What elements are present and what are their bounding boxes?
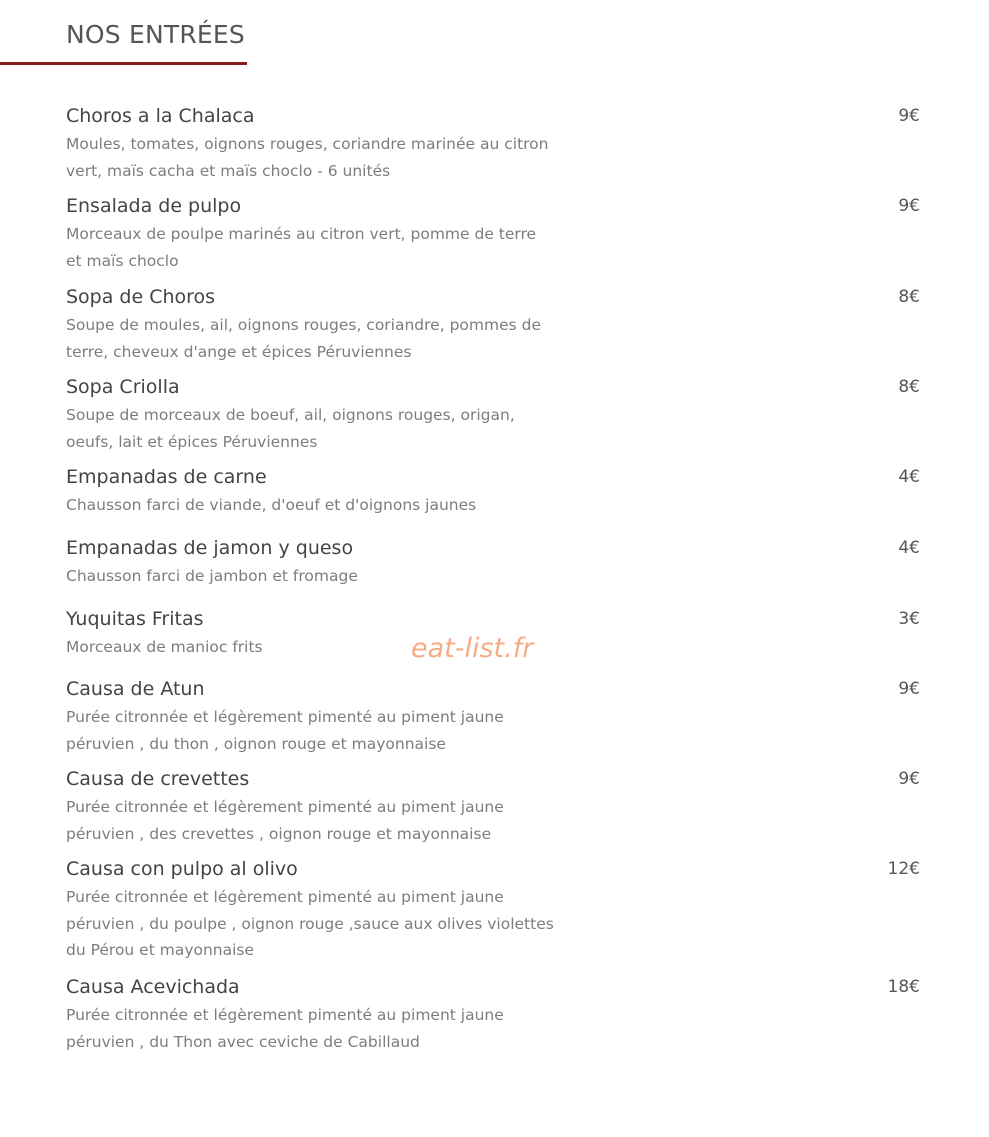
title-underline bbox=[0, 62, 247, 65]
item-name: Causa de Atun bbox=[66, 678, 205, 700]
item-description-line: du Pérou et mayonnaise bbox=[66, 941, 255, 959]
item-description-line: péruvien , des crevettes , oignon rouge et mayonnaise bbox=[66, 824, 492, 843]
item-price: 8€ bbox=[898, 287, 920, 307]
item-price: 9€ bbox=[898, 769, 920, 789]
item-price: 4€ bbox=[898, 538, 920, 558]
item-description-line: Soupe de moules, ail, oignons rouges, coriandre, pommes de bbox=[66, 316, 541, 334]
item-description bbox=[66, 704, 581, 757]
item-description-line: Morceaux de manioc frits bbox=[66, 638, 263, 656]
item-description bbox=[66, 221, 581, 274]
item-description bbox=[66, 312, 581, 365]
item-price: 9€ bbox=[898, 196, 920, 216]
item-price: 8€ bbox=[898, 377, 920, 397]
item-description-line: vert, maïs cacha et maïs choclo - 6 unités bbox=[66, 161, 391, 180]
item-description bbox=[66, 1002, 581, 1055]
item-description-line: Purée citronnée et légèrement pimenté au piment jaune bbox=[66, 888, 504, 906]
item-description-line: Purée citronnée et légèrement pimenté au piment jaune bbox=[66, 1006, 504, 1024]
item-description-line: péruvien , du thon , oignon rouge et mayonnaise bbox=[66, 734, 446, 753]
watermark-text: eat-list.fr bbox=[411, 633, 534, 664]
item-name: Causa con pulpo al olivo bbox=[66, 858, 298, 880]
item-description-line: péruvien , du Thon avec ceviche de Cabillaud bbox=[66, 1032, 420, 1051]
item-description bbox=[66, 794, 581, 847]
item-description bbox=[66, 492, 581, 519]
item-name: Causa de crevettes bbox=[66, 768, 250, 790]
item-description-line: Chausson farci de viande, d'oeuf et d'oignons jaunes bbox=[66, 496, 477, 514]
item-description-line: Purée citronnée et légèrement pimenté au piment jaune bbox=[66, 708, 504, 726]
item-description bbox=[66, 884, 581, 964]
item-description-line: Soupe de morceaux de boeuf, ail, oignons rouges, origan, bbox=[66, 406, 515, 424]
item-price: 12€ bbox=[887, 859, 920, 879]
item-price: 4€ bbox=[898, 467, 920, 487]
item-description-line: et maïs choclo bbox=[66, 251, 179, 270]
item-description-line: terre, cheveux d'ange et épices Péruviennes bbox=[66, 342, 412, 361]
item-price: 9€ bbox=[898, 106, 920, 126]
item-description-line: Chausson farci de jambon et fromage bbox=[66, 567, 358, 585]
item-description-line: Moules, tomates, oignons rouges, coriandre marinée au citron bbox=[66, 135, 549, 153]
item-description-line: Morceaux de poulpe marinés au citron vert, pomme de terre bbox=[66, 225, 537, 243]
item-name: Causa Acevichada bbox=[66, 976, 240, 998]
item-price: 3€ bbox=[898, 609, 920, 629]
item-description-line: péruvien , du poulpe , oignon rouge ,sauce aux olives violettes bbox=[66, 914, 554, 933]
item-description bbox=[66, 402, 581, 455]
item-name: Empanadas de carne bbox=[66, 466, 267, 488]
item-price: 18€ bbox=[887, 977, 920, 997]
item-description-line: Purée citronnée et légèrement pimenté au piment jaune bbox=[66, 798, 504, 816]
item-name: Ensalada de pulpo bbox=[66, 195, 242, 217]
item-description-line: oeufs, lait et épices Péruviennes bbox=[66, 432, 318, 451]
item-name: Choros a la Chalaca bbox=[66, 105, 255, 127]
item-description bbox=[66, 563, 581, 590]
item-name: Sopa de Choros bbox=[66, 286, 216, 308]
item-description bbox=[66, 131, 581, 184]
item-name: Sopa Criolla bbox=[66, 376, 180, 398]
item-name: Empanadas de jamon y queso bbox=[66, 537, 354, 559]
item-name: Yuquitas Fritas bbox=[66, 608, 204, 630]
section-title: NOS ENTRÉES bbox=[66, 20, 245, 49]
item-price: 9€ bbox=[898, 679, 920, 699]
